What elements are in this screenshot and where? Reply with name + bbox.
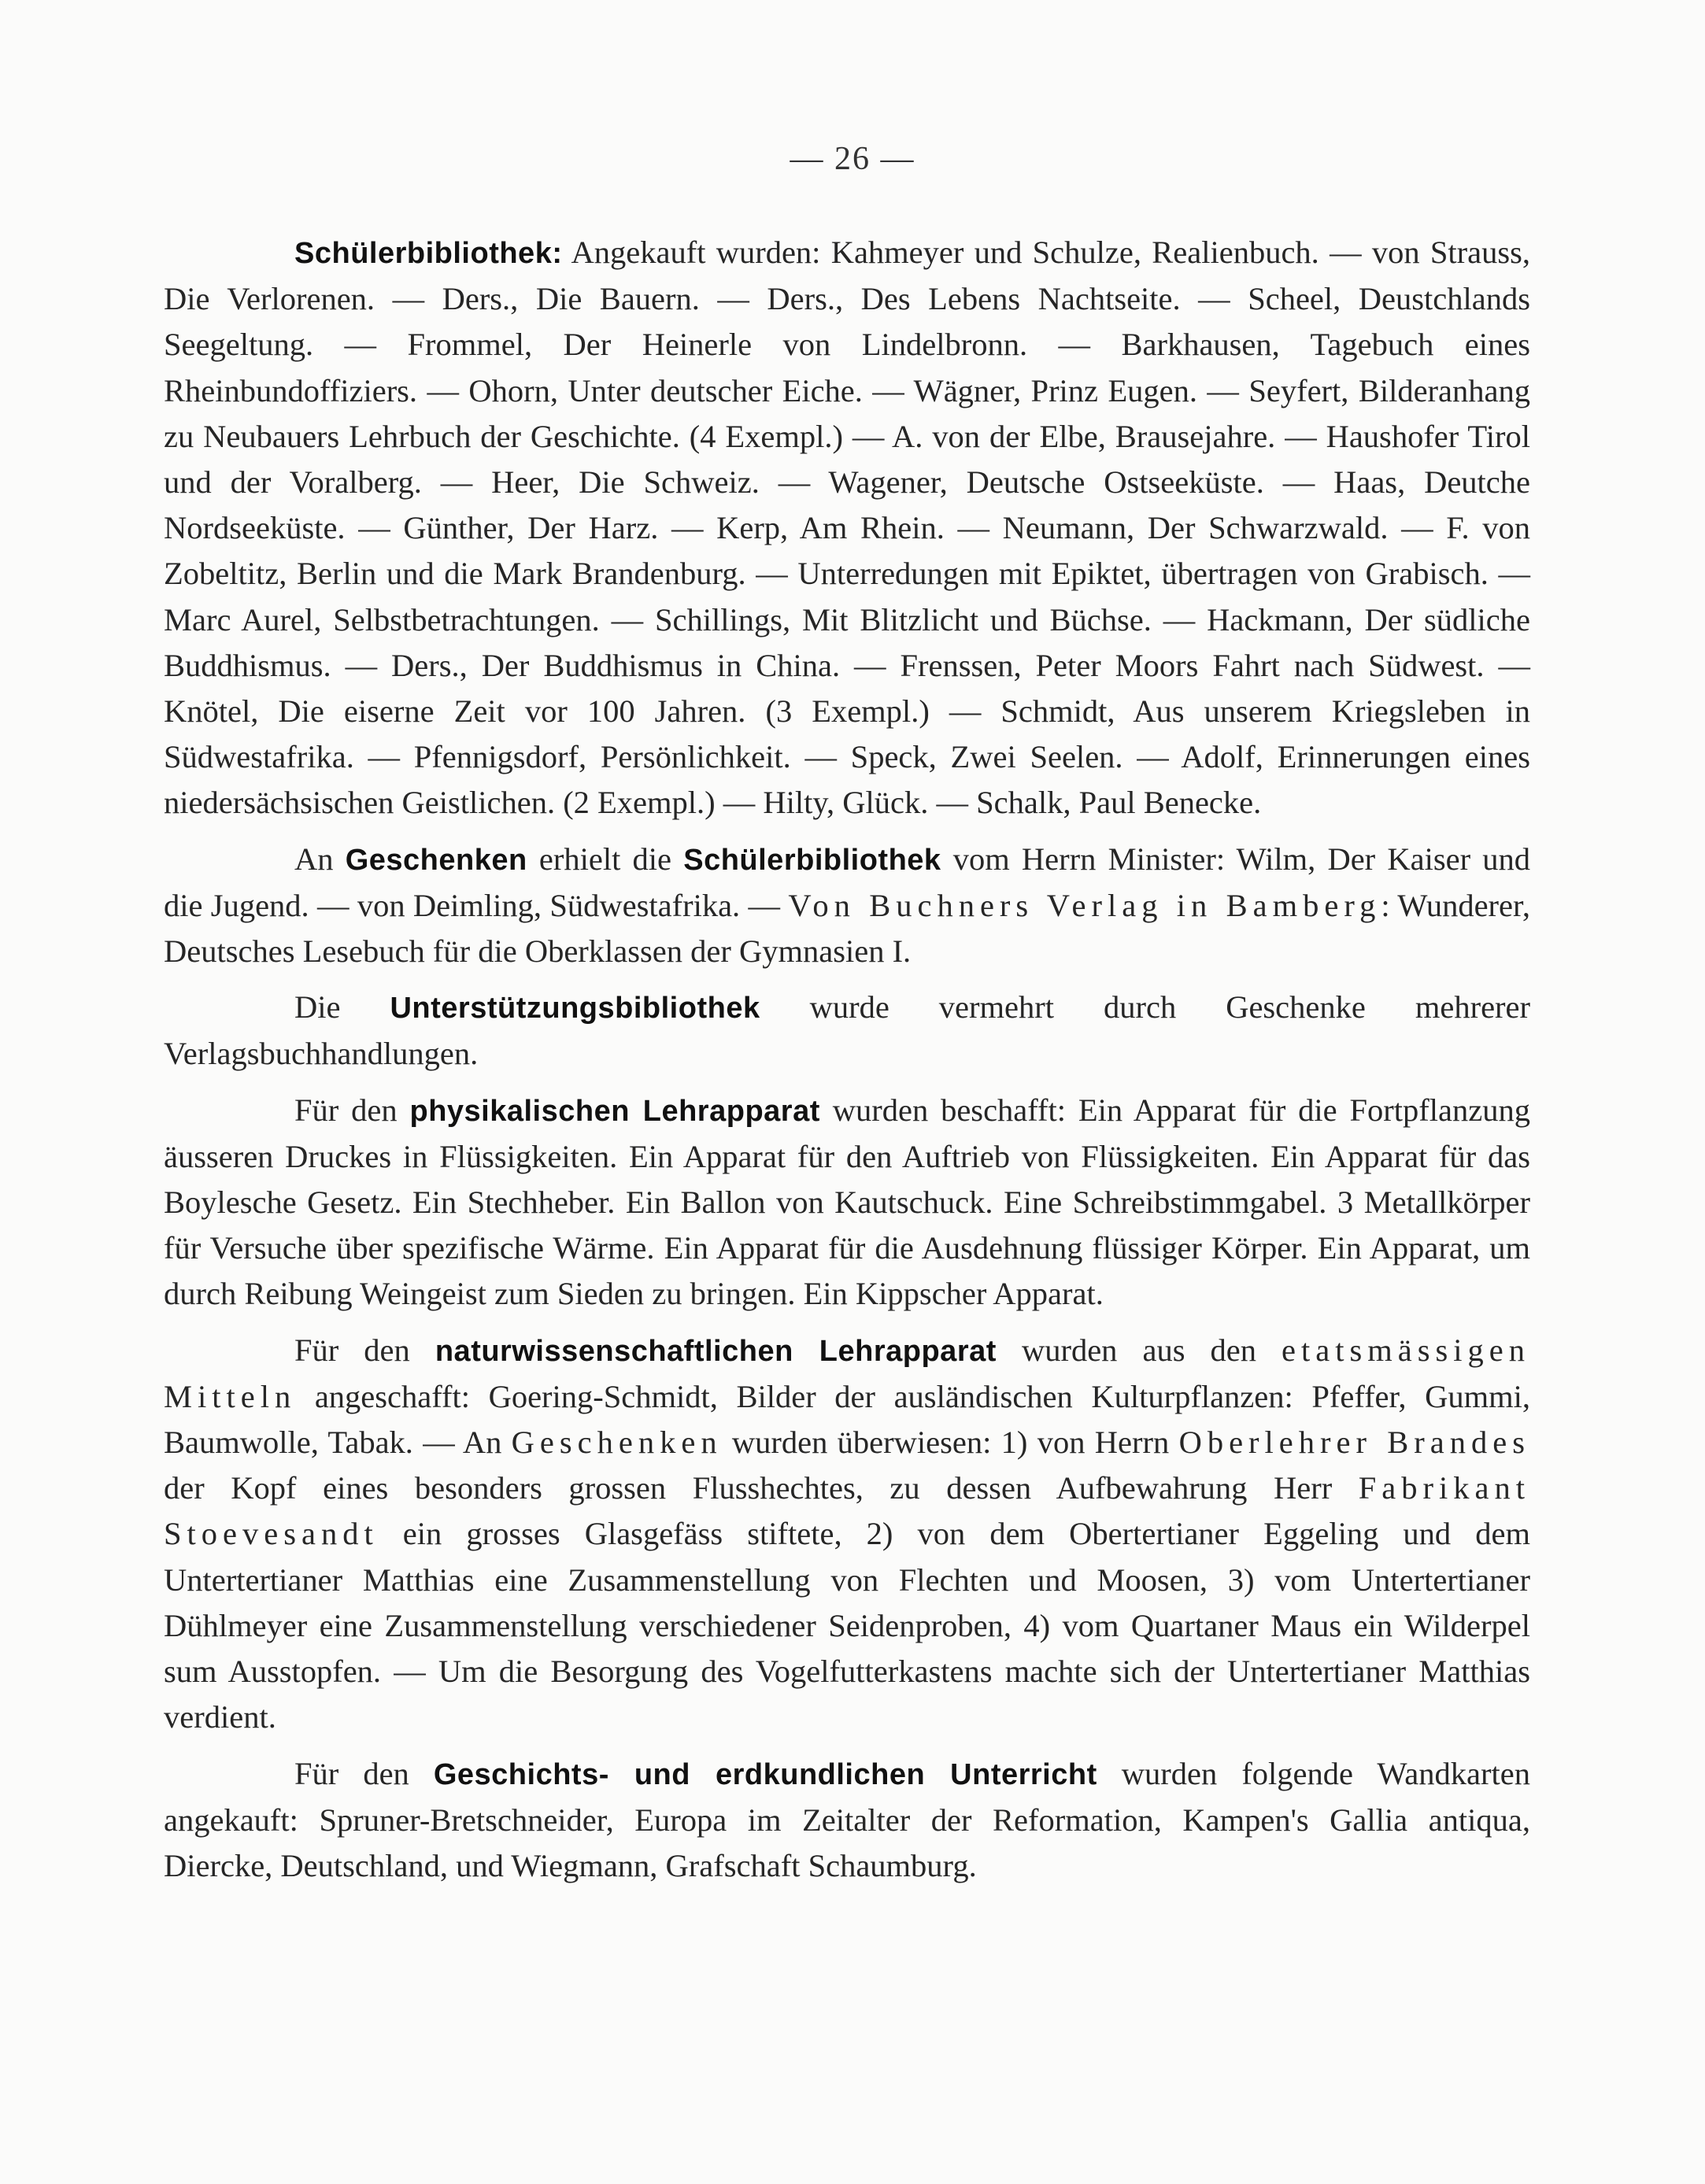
body-text xyxy=(164,230,1530,1899)
text-run: Angekauft wurden: Kahmeyer und Schulze, Realienbuch. — von Strauss, Die Verlorenen. — Ders., Die Bauern. — Ders., Des Lebens Nachtseite. — Scheel, Deustchlands Seegeltung. — Frommel, Der Heinerle von Lindelbronn. — Barkhausen, Tagebuch eines Rheinbundoffiziers. — Ohorn, Unter deutscher Eiche. — Wägner, Prinz Eugen. — Seyfert, Bilderanhang zu Neubauers Lehrbuch der Geschichte. (4 Exempl.) — A. von der Elbe, Brausejahre. — Haushofer Tirol und der Voralberg. — Heer, Die Schweiz. — Wagener, Deutsche Ostseeküste. — Haas, Deutche Nordseeküste. — Günther, Der Harz. — Kerp, Am Rhein. — Neumann, Der Schwarzwald. — F. von Zobeltitz, Berlin und die Mark Brandenburg. — Unterredungen mit Epiktet, übertragen von Grabisch. — Marc Aurel, Selbstbetrachtungen. — Schillings, Mit Blitzlicht und Büchse. — Hackmann, Der südliche Buddhismus. — Ders., Der Buddhismus in China. — Frenssen, Peter Moors Fahrt nach Südwest. — Knötel, Die eiserne Zeit vor 100 Jahren. (3 Exempl.) — Schmidt, Aus unserem Kriegsleben in Südwestafrika. — Pfennigsdorf, Persönlichkeit. — Speck, Zwei Seelen. — Adolf, Erinnerungen eines niedersächsischen Geistlichen. (2 Exempl.) — Hilty, Glück. — Schalk, Paul Benecke. xyxy=(164,235,1530,821)
paragraph-naturwissenschaftlicher-lehrapparat xyxy=(164,1328,1530,1741)
text-run: Für den xyxy=(294,1755,434,1791)
text-run: Die xyxy=(294,989,390,1025)
text-run: vom Herrn Minister: Wilm, Der Kaiser und die Jugend. — von Deimling, Südwestafrika. — xyxy=(164,841,1531,923)
text-run: erhielt die xyxy=(527,841,684,877)
paragraph-physikalischer-lehrapparat xyxy=(164,1088,1530,1317)
spaced-emphasis: Oberlehrer Brandes xyxy=(1178,1425,1530,1461)
text-run: wurden beschafft: Ein Apparat für die Fortpflanzung äusseren Druckes in Flüssigkeiten. Ein Apparat für den Auftrieb von Flüssigkeiten. Ein Apparat für das Boylesche Gesetz. Ein Stechheber. Ein Ballon von Kautschuck. Eine Schreibstimmgabel. 3 Metallkörper für Versuche über spezifische Wärme. Ein Apparat für die Ausdehnung flüssiger Körper. Ein Apparat, um durch Reibung Weingeist zum Sieden zu bringen. Ein Kippscher Apparat. xyxy=(164,1092,1530,1312)
text-run: der Kopf eines besonders grossen Flusshechtes, zu dessen Aufbewahrung Herr xyxy=(164,1470,1359,1506)
paragraph-geschichte-erdkunde xyxy=(164,1751,1530,1890)
bold-heading: physikalischen Lehrapparat xyxy=(409,1094,820,1128)
bold-heading: naturwissenschaftlichen Lehrapparat xyxy=(435,1334,997,1368)
text-run: : Wunderer, Deutsches Lesebuch für die Oberklassen der Gymnasien I. xyxy=(164,887,1530,970)
bold-heading: Schülerbibliothek xyxy=(683,843,941,877)
bold-heading: Schülerbibliothek: xyxy=(294,237,563,270)
spaced-emphasis: Von Buchners Verlag in Bamberg xyxy=(788,887,1381,923)
paragraph-unterstuetzungsbibliothek xyxy=(164,985,1530,1077)
paragraph-geschenke xyxy=(164,837,1530,975)
text-run: wurden folgende Wandkarten angekauft: Spruner-Bretschneider, Europa im Zeitalter der Reformation, Kampen's Gallia antiqua, Diercke, Deutschland, und Wiegmann, Grafschaft Schaumburg. xyxy=(164,1755,1530,1883)
text-run: ein grosses Glasgefäss stiftete, 2) von dem Obertertianer Eggeling und dem Untertertianer Matthias eine Zusammenstellung von Flechten und Moosen, 3) vom Untertertianer Dühlmeyer eine Zusammenstellung verschiedener Seidenproben, 4) vom Quartaner Maus ein Wilderpel sum Ausstopfen. — Um die Besorgung des Vogelfutterkastens machte sich der Untertertianer Matthias verdient. xyxy=(164,1516,1530,1735)
text-run: angeschafft: Goering-Schmidt, Bilder der ausländischen Kulturpflanzen: Pfeffer, Gummi, Baumwolle, Tabak. — An xyxy=(164,1378,1530,1461)
spaced-emphasis: Fabrikant Stoevesandt xyxy=(164,1470,1530,1552)
text-run: wurden aus den xyxy=(996,1332,1282,1368)
paragraph-schuelerbibliothek xyxy=(164,230,1530,826)
bold-heading: Geschenken xyxy=(345,843,527,877)
text-run: Für den xyxy=(294,1092,410,1128)
spaced-emphasis: Geschenken xyxy=(511,1425,723,1461)
text-run: An xyxy=(294,841,346,877)
bold-heading: Unterstützungsbibliothek xyxy=(390,992,760,1025)
spaced-emphasis: etatsmässigen Mitteln xyxy=(164,1332,1530,1414)
text-run: Für den xyxy=(294,1332,435,1368)
bold-heading: Geschichts- und erdkundlichen Unterricht xyxy=(433,1757,1097,1791)
text-run: wurden überwiesen: 1) von Herrn xyxy=(722,1425,1179,1461)
page-number: — 26 — xyxy=(790,141,915,177)
text-run: wurde vermehrt durch Geschenke mehrerer Verlagsbuchhandlungen. xyxy=(164,989,1530,1072)
